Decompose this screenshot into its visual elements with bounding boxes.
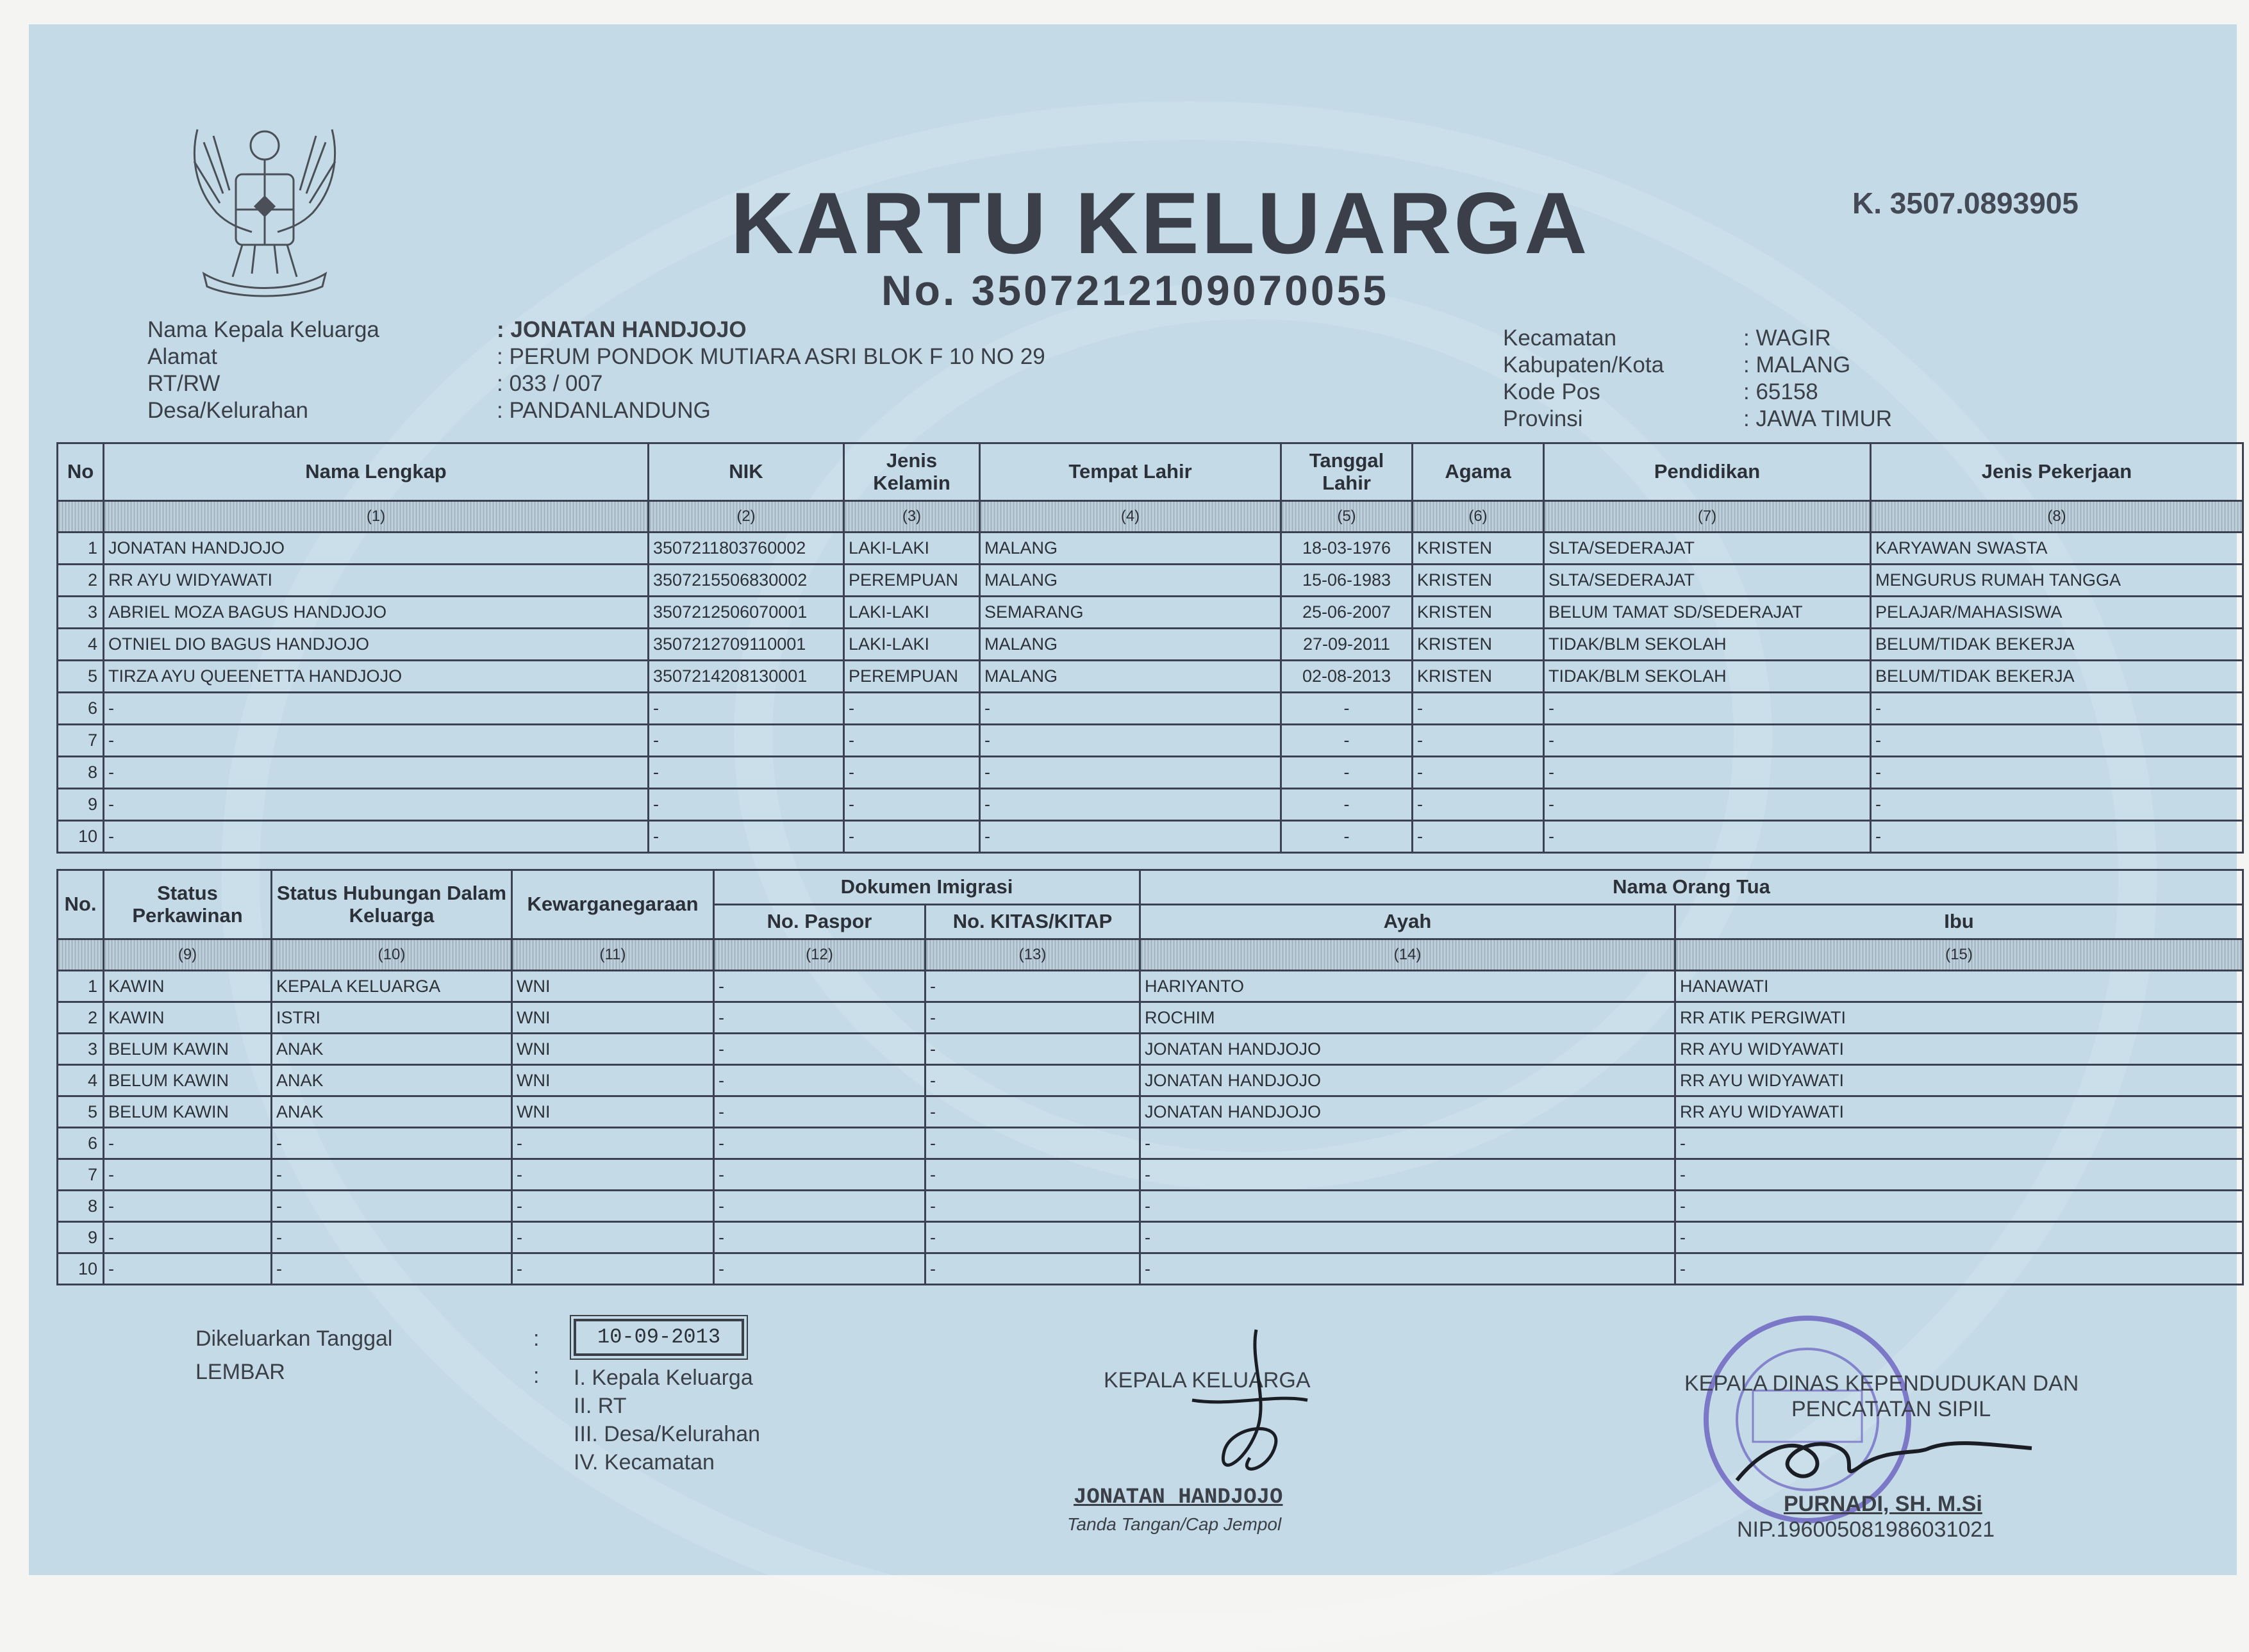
table1-cell: - — [649, 821, 844, 853]
th-nik: NIK — [649, 443, 844, 501]
idx-7: (7) — [1544, 501, 1871, 533]
idx2-11: (11) — [512, 939, 714, 971]
idx-blank — [58, 501, 104, 533]
table2-cell: 6 — [58, 1128, 104, 1159]
table1-cell: MALANG — [980, 629, 1281, 661]
table1-cell: 3507211803760002 — [649, 533, 844, 565]
table2-row — [58, 1128, 2243, 1159]
table2-cell: - — [512, 1128, 714, 1159]
family-status-table — [56, 869, 2244, 1285]
table1-cell: - — [1413, 821, 1544, 853]
idx2-blank — [58, 939, 104, 971]
table2-cell: - — [925, 1096, 1140, 1128]
table1-cell: 25-06-2007 — [1281, 597, 1413, 629]
table2-cell: - — [512, 1191, 714, 1222]
table1-cell: 2 — [58, 565, 104, 597]
table2-cell: 10 — [58, 1253, 104, 1285]
table2-cell: - — [925, 971, 1140, 1002]
table1-cell: TIRZA AYU QUEENETTA HANDJOJO — [104, 661, 649, 693]
table1-cell: 5 — [58, 661, 104, 693]
idx-4: (4) — [980, 501, 1281, 533]
header-left-labels — [147, 317, 379, 425]
table2-cell: - — [714, 1065, 925, 1096]
table2-cell: - — [512, 1222, 714, 1253]
table1-cell: - — [844, 725, 980, 757]
table2-cell: 3 — [58, 1034, 104, 1065]
table1-cell: TIDAK/BLM SEKOLAH — [1544, 661, 1871, 693]
table1-cell: - — [1871, 757, 2243, 789]
table2-cell: - — [714, 1222, 925, 1253]
table1-cell: - — [1871, 789, 2243, 821]
table1-cell: MALANG — [980, 533, 1281, 565]
head-of-family-signature-icon — [1179, 1323, 1320, 1503]
header-left-values — [497, 317, 1045, 425]
table2-cell: 7 — [58, 1159, 104, 1191]
table2-cell: RR AYU WIDYAWATI — [1675, 1034, 2243, 1065]
table1-cell: BELUM/TIDAK BEKERJA — [1871, 629, 2243, 661]
label-kabupaten: Kabupaten/Kota — [1503, 352, 1664, 377]
table2-cell: - — [925, 1222, 1140, 1253]
table1-cell: - — [1413, 789, 1544, 821]
value-nama-kepala: : JONATAN HANDJOJO — [497, 317, 747, 342]
table2-cell: WNI — [512, 1065, 714, 1096]
label-kecamatan: Kecamatan — [1503, 326, 1617, 351]
table1-row — [58, 661, 2243, 693]
table2-cell: JONATAN HANDJOJO — [1140, 1096, 1675, 1128]
table2-cell: WNI — [512, 1002, 714, 1034]
table1-cell: 3507215506830002 — [649, 565, 844, 597]
table2-cell: - — [1675, 1159, 2243, 1191]
table2-cell: - — [1140, 1222, 1675, 1253]
value-provinsi: : JAWA TIMUR — [1743, 406, 1893, 431]
table1-cell: - — [1281, 821, 1413, 853]
th-pendidikan: Pendidikan — [1544, 443, 1871, 501]
table1-cell: SLTA/SEDERAJAT — [1544, 565, 1871, 597]
label-desa: Desa/Kelurahan — [147, 398, 308, 423]
th2-status-hubungan: Status Hubungan Dalam Keluarga — [272, 870, 512, 939]
table2-cell: - — [714, 1191, 925, 1222]
th-jenis-kelamin: Jenis Kelamin — [844, 443, 980, 501]
table1-cell: KRISTEN — [1413, 533, 1544, 565]
table2-row — [58, 1191, 2243, 1222]
table1-cell: - — [844, 789, 980, 821]
idx-8: (8) — [1871, 501, 2243, 533]
table2-cell: BELUM KAWIN — [104, 1096, 272, 1128]
issued-label: Dikeluarkan Tanggal — [195, 1326, 393, 1351]
lembar-colon: : — [533, 1364, 540, 1388]
value-desa: : PANDANLANDUNG — [497, 398, 711, 423]
table2-cell: KAWIN — [104, 1002, 272, 1034]
table1-cell: - — [980, 757, 1281, 789]
table1-cell: MENGURUS RUMAH TANGGA — [1871, 565, 2243, 597]
th-agama: Agama — [1413, 443, 1544, 501]
table2-cell: HARIYANTO — [1140, 971, 1675, 1002]
idx-1: (1) — [104, 501, 649, 533]
table1-cell: BELUM/TIDAK BEKERJA — [1871, 661, 2243, 693]
table2-cell: - — [272, 1253, 512, 1285]
table1-cell: SLTA/SEDERAJAT — [1544, 533, 1871, 565]
family-members-table — [56, 442, 2244, 854]
table2-cell: - — [714, 1034, 925, 1065]
table2-cell: - — [925, 1034, 1140, 1065]
table2-cell: - — [272, 1191, 512, 1222]
table1-cell: MALANG — [980, 565, 1281, 597]
table2-cell: - — [1675, 1222, 2243, 1253]
table1-cell: 02-08-2013 — [1281, 661, 1413, 693]
table1-cell: 27-09-2011 — [1281, 629, 1413, 661]
table1-cell: - — [980, 693, 1281, 725]
th-no: No — [58, 443, 104, 501]
table1-cell: RR AYU WIDYAWATI — [104, 565, 649, 597]
table2-cell: KEPALA KELUARGA — [272, 971, 512, 1002]
table1-index-row — [58, 501, 2243, 533]
table2-header-row-1 — [58, 870, 2243, 905]
lembar-item-2: II. RT — [574, 1394, 627, 1418]
table2-cell: - — [1140, 1128, 1675, 1159]
table1-cell: OTNIEL DIO BAGUS HANDJOJO — [104, 629, 649, 661]
official-nip: NIP.196005081986031021 — [1737, 1517, 1995, 1542]
official-title-line2: PENCATATAN SIPIL — [1791, 1397, 1991, 1421]
table2-cell: - — [272, 1128, 512, 1159]
table1-cell: - — [104, 725, 649, 757]
table2-cell: RR AYU WIDYAWATI — [1675, 1065, 2243, 1096]
header-right-labels — [1503, 326, 1664, 433]
th2-no: No. — [58, 870, 104, 939]
table1-cell: JONATAN HANDJOJO — [104, 533, 649, 565]
table1-cell: - — [104, 757, 649, 789]
table1-cell: - — [104, 821, 649, 853]
table1-cell: - — [980, 725, 1281, 757]
table1-cell: - — [844, 757, 980, 789]
table2-cell: - — [714, 971, 925, 1002]
lembar-item-3: III. Desa/Kelurahan — [574, 1422, 761, 1446]
th-nama: Nama Lengkap — [104, 443, 649, 501]
table1-cell: - — [1544, 725, 1871, 757]
table1-cell: TIDAK/BLM SEKOLAH — [1544, 629, 1871, 661]
value-kecamatan: : WAGIR — [1743, 326, 1831, 351]
table1-cell: ABRIEL MOZA BAGUS HANDJOJO — [104, 597, 649, 629]
label-alamat: Alamat — [147, 344, 217, 369]
table1-cell: - — [1544, 757, 1871, 789]
table2-cell: - — [1675, 1253, 2243, 1285]
issued-date-box: 10-09-2013 — [574, 1319, 744, 1356]
table2-row — [58, 1065, 2243, 1096]
table1-cell: MALANG — [980, 661, 1281, 693]
lembar-list — [574, 1364, 760, 1476]
table2-cell: - — [925, 1002, 1140, 1034]
table1-row — [58, 725, 2243, 757]
table2-cell: - — [1140, 1191, 1675, 1222]
table1-row — [58, 789, 2243, 821]
table1-cell: KRISTEN — [1413, 661, 1544, 693]
table2-cell: 1 — [58, 971, 104, 1002]
label-rtrw: RT/RW — [147, 371, 220, 396]
document-number: No. 3507212109070055 — [881, 267, 1389, 314]
table2-row — [58, 1253, 2243, 1285]
table2-cell: - — [104, 1253, 272, 1285]
table2-cell: - — [925, 1191, 1140, 1222]
label-kodepos: Kode Pos — [1503, 379, 1600, 404]
table1-cell: 10 — [58, 821, 104, 853]
table1-cell: LAKI-LAKI — [844, 629, 980, 661]
table1-cell: - — [1544, 821, 1871, 853]
th-tanggal-lahir: Tanggal Lahir — [1281, 443, 1413, 501]
table1-cell: 6 — [58, 693, 104, 725]
table1-cell: - — [1281, 789, 1413, 821]
table2-cell: - — [714, 1002, 925, 1034]
table1-cell: PELAJAR/MAHASISWA — [1871, 597, 2243, 629]
table2-cell: - — [925, 1065, 1140, 1096]
table2-cell: RR AYU WIDYAWATI — [1675, 1096, 2243, 1128]
official-title-line1: KEPALA DINAS KEPENDUDUKAN DAN — [1684, 1371, 2079, 1396]
value-alamat: : PERUM PONDOK MUTIARA ASRI BLOK F 10 NO 29 — [497, 344, 1045, 369]
lembar-label: LEMBAR — [195, 1360, 285, 1384]
table2-cell: JONATAN HANDJOJO — [1140, 1034, 1675, 1065]
table1-cell: KARYAWAN SWASTA — [1871, 533, 2243, 565]
table1-cell: 9 — [58, 789, 104, 821]
label-nama-kepala: Nama Kepala Keluarga — [147, 317, 379, 342]
table1-cell: - — [1413, 725, 1544, 757]
table2-cell: - — [104, 1222, 272, 1253]
table2-cell: - — [1140, 1159, 1675, 1191]
table1-cell: 3507212506070001 — [649, 597, 844, 629]
table2-cell: - — [104, 1128, 272, 1159]
th-tempat-lahir: Tempat Lahir — [980, 443, 1281, 501]
th2-ayah: Ayah — [1140, 905, 1675, 939]
table1-cell: KRISTEN — [1413, 565, 1544, 597]
idx2-15: (15) — [1675, 939, 2243, 971]
table1-cell: - — [104, 789, 649, 821]
table2-row — [58, 1159, 2243, 1191]
table2-cell: 4 — [58, 1065, 104, 1096]
garuda-emblem-icon — [178, 117, 351, 302]
th2-nama-orang-tua: Nama Orang Tua — [1140, 870, 2243, 905]
head-of-family-caption: Tanda Tangan/Cap Jempol — [1067, 1514, 1282, 1534]
table2-cell: - — [512, 1159, 714, 1191]
table1-row — [58, 533, 2243, 565]
table2-cell: 2 — [58, 1002, 104, 1034]
table2-cell: WNI — [512, 1096, 714, 1128]
table2-cell: 9 — [58, 1222, 104, 1253]
table2-row — [58, 971, 2243, 1002]
table1-cell: - — [649, 789, 844, 821]
document-title: KARTU KELUARGA — [731, 174, 1590, 272]
document-code: K. 3507.0893905 — [1852, 186, 2079, 220]
table2-cell: - — [925, 1159, 1140, 1191]
head-of-family-title: KEPALA KELUARGA — [1104, 1368, 1311, 1392]
th2-status-perkawinan: Status Perkawinan — [104, 870, 272, 939]
table1-cell: - — [649, 757, 844, 789]
table1-cell: - — [1413, 757, 1544, 789]
table1-cell: - — [1413, 693, 1544, 725]
table2-cell: KAWIN — [104, 971, 272, 1002]
table1-cell: - — [1281, 725, 1413, 757]
table1-cell: 15-06-1983 — [1281, 565, 1413, 597]
value-kodepos: : 65158 — [1743, 379, 1818, 404]
table1-row — [58, 821, 2243, 853]
table1-row — [58, 565, 2243, 597]
th2-no-paspor: No. Paspor — [714, 905, 925, 939]
table2-cell: RR ATIK PERGIWATI — [1675, 1002, 2243, 1034]
table2-cell: - — [714, 1159, 925, 1191]
table2-cell: - — [714, 1253, 925, 1285]
table2-cell: ROCHIM — [1140, 1002, 1675, 1034]
table1-cell: LAKI-LAKI — [844, 597, 980, 629]
table2-cell: 8 — [58, 1191, 104, 1222]
table1-cell: SEMARANG — [980, 597, 1281, 629]
table1-cell: - — [104, 693, 649, 725]
idx2-12: (12) — [714, 939, 925, 971]
value-rtrw: : 033 / 007 — [497, 371, 603, 396]
table1-header-row — [58, 443, 2243, 501]
table2-cell: - — [714, 1096, 925, 1128]
idx2-10: (10) — [272, 939, 512, 971]
idx2-9: (9) — [104, 939, 272, 971]
table2-row — [58, 1002, 2243, 1034]
table2-cell: - — [1140, 1253, 1675, 1285]
table2-cell: ANAK — [272, 1096, 512, 1128]
lembar-item-1: I. Kepala Keluarga — [574, 1366, 753, 1390]
value-kabupaten: : MALANG — [1743, 352, 1851, 377]
table2-cell: BELUM KAWIN — [104, 1034, 272, 1065]
table1-cell: 3 — [58, 597, 104, 629]
table1-cell: PEREMPUAN — [844, 565, 980, 597]
table1-cell: KRISTEN — [1413, 629, 1544, 661]
table2-index-row — [58, 939, 2243, 971]
idx2-14: (14) — [1140, 939, 1675, 971]
lembar-item-4: IV. Kecamatan — [574, 1450, 715, 1474]
table2-cell: BELUM KAWIN — [104, 1065, 272, 1096]
table2-cell: - — [104, 1191, 272, 1222]
table1-cell: 8 — [58, 757, 104, 789]
table1-cell: - — [1281, 757, 1413, 789]
table1-cell: LAKI-LAKI — [844, 533, 980, 565]
table2-cell: HANAWATI — [1675, 971, 2243, 1002]
table1-cell: 18-03-1976 — [1281, 533, 1413, 565]
idx-5: (5) — [1281, 501, 1413, 533]
idx-3: (3) — [844, 501, 980, 533]
table2-cell: 5 — [58, 1096, 104, 1128]
table2-cell: - — [1675, 1128, 2243, 1159]
table1-row — [58, 597, 2243, 629]
table1-cell: KRISTEN — [1413, 597, 1544, 629]
label-provinsi: Provinsi — [1503, 406, 1583, 431]
idx2-13: (13) — [925, 939, 1140, 971]
table2-cell: ANAK — [272, 1034, 512, 1065]
issued-colon: : — [533, 1326, 540, 1351]
table1-cell: 7 — [58, 725, 104, 757]
idx-6: (6) — [1413, 501, 1544, 533]
official-name: PURNADI, SH. M.Si — [1784, 1492, 1982, 1516]
table1-cell: PEREMPUAN — [844, 661, 980, 693]
table1-cell: 1 — [58, 533, 104, 565]
table1-cell: 4 — [58, 629, 104, 661]
table1-row — [58, 693, 2243, 725]
table1-row — [58, 629, 2243, 661]
table1-cell: - — [1871, 821, 2243, 853]
table1-cell: - — [649, 725, 844, 757]
th2-kewarganegaraan: Kewarganegaraan — [512, 870, 714, 939]
table2-cell: WNI — [512, 971, 714, 1002]
table1-cell: 3507214208130001 — [649, 661, 844, 693]
table1-row — [58, 757, 2243, 789]
table2-cell: - — [1675, 1191, 2243, 1222]
table1-cell: - — [1281, 693, 1413, 725]
table1-cell: - — [649, 693, 844, 725]
table1-cell: - — [1544, 789, 1871, 821]
th2-ibu: Ibu — [1675, 905, 2243, 939]
header-right-values — [1743, 326, 1892, 433]
th2-no-kitas: No. KITAS/KITAP — [925, 905, 1140, 939]
table1-cell: BELUM TAMAT SD/SEDERAJAT — [1544, 597, 1871, 629]
table2-row — [58, 1222, 2243, 1253]
table2-cell: ISTRI — [272, 1002, 512, 1034]
idx-2: (2) — [649, 501, 844, 533]
table2-cell: - — [714, 1128, 925, 1159]
th2-dokumen-imigrasi: Dokumen Imigrasi — [714, 870, 1140, 905]
th-pekerjaan: Jenis Pekerjaan — [1871, 443, 2243, 501]
table1-cell: - — [844, 821, 980, 853]
table2-cell: ANAK — [272, 1065, 512, 1096]
table2-cell: JONATAN HANDJOJO — [1140, 1065, 1675, 1096]
table2-cell: - — [925, 1253, 1140, 1285]
table2-cell: WNI — [512, 1034, 714, 1065]
head-of-family-name: JONATAN HANDJOJO — [1074, 1485, 1283, 1510]
table2-row — [58, 1096, 2243, 1128]
table2-cell: - — [272, 1222, 512, 1253]
table2-cell: - — [925, 1128, 1140, 1159]
table2-row — [58, 1034, 2243, 1065]
table1-cell: - — [1871, 725, 2243, 757]
table1-cell: - — [1544, 693, 1871, 725]
table1-cell: - — [980, 821, 1281, 853]
table1-cell: - — [1871, 693, 2243, 725]
table1-cell: - — [980, 789, 1281, 821]
table2-cell: - — [512, 1253, 714, 1285]
table2-cell: - — [104, 1159, 272, 1191]
table2-cell: - — [272, 1159, 512, 1191]
table1-cell: - — [844, 693, 980, 725]
table1-cell: 3507212709110001 — [649, 629, 844, 661]
